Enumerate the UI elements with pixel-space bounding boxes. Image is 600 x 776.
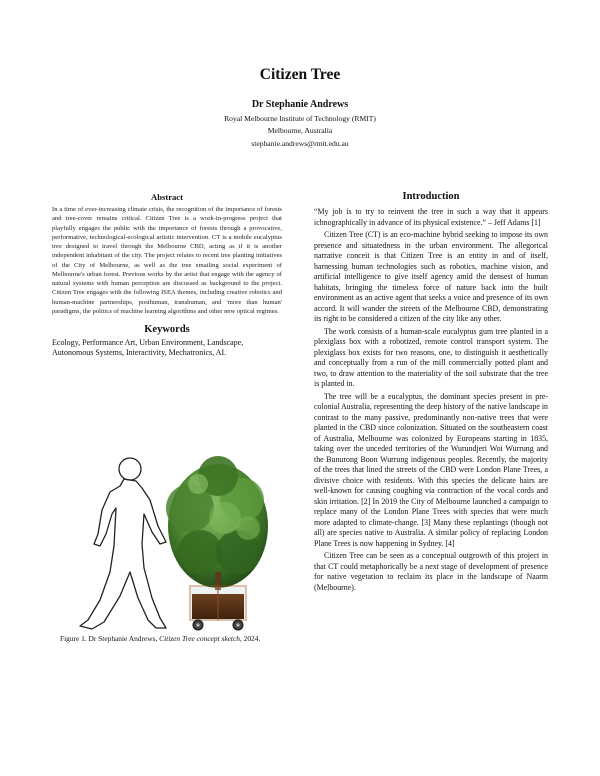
author-institution: Royal Melbourne Institute of Technology (RMIT) — [224, 114, 376, 123]
author-email[interactable]: stephanie.andrews@rmit.edu.au — [251, 139, 349, 148]
intro-paragraph: Citizen Tree can be seen as a conceptual outgrowth of this project in that CT could metaphorically be a next stage of development of presence for native vegetation to reclaim its place in the landscape of Naarm (Melbourne). — [314, 551, 548, 592]
abstract-text: In a time of ever-increasing climate crisis, the recognition of the importance of forests and tree-cover remains critical. Citizen Tree is a work-in-progress project that playfully engages the public with the importance of forests through a provocative, performative, technological-ecological artistic intervention. CT is a mobile eucalyptus tree designed to travel through the Melbourne CBD, acting as if it is another independent inhabitant of the city. The project relates to recent tree planting initiatives of the City of Melbourne, as well as the tree emailing social experiment of Melbourne's urban forest. Previous works by the artist that engage with the agency of natural systems with human perception are discussed as background to the project. Citizen Tree engages with the following ISEA themes, including creative robotics and human-machine partnerships, posthuman, transhuman, and 'more than human' paradigms, the politics of machine learning algorithms and other new optical regimes. — [52, 206, 282, 315]
plexiglass-box-illustration — [190, 586, 246, 630]
intro-paragraph: The work consists of a human-scale eucalyptus gum tree planted in a plexiglass box with a robotized, remote control transport system. The plexiglass box exists for two reasons, one, to distinguish it aesthetically and conceptually from a run of the mill commercially potted plant and two, to draw attention to the materiality of the soil substrate that the tree is planted in. — [314, 326, 548, 388]
author-name: Dr Stephanie Andrews — [251, 99, 349, 110]
concept-sketch-image — [60, 448, 282, 634]
intro-paragraph: The tree will be a eucalyptus, the dominant species present in pre-colonial Australia, representing the deep history of the native landscape in contrast to the many passive, predominantly non-native trees that were planted in the CBD since colonization. Situated on the southeastern coast of Australia, Melbourne was colonized by Europeans starting in 1835, taking over the unceded territories of the Wurundjeri Woi Wurrung and the Bunurong Boon Wurrung indigenous peoples. Recently, the majority of the trees that lined the streets of the CBD were London Plane Trees, a divisive choice with residents. With this species the delicate hairs are well-known for causing coughing via contraction of the vocal cords and skin irritation. [2] In 2019 the City of Melbourne launched a campaign to replace many of the London Plane Trees with species that were much more adapted to climate-change. [3] Many these replantings (though not all) are species native to Australia. A similar policy of replacing London Plane Trees is now happening in Sydney. [4] — [314, 391, 548, 548]
right-column — [314, 191, 548, 595]
keywords-heading: Keywords — [144, 324, 190, 335]
keywords-text: Ecology, Performance Art, Urban Environment, Landscape, Autonomous Systems, Interactivity, Mechatronics, AI. — [52, 338, 244, 357]
intro-quote: “My job is to try to reinvent the tree in such a way that it appears ichnographically in advance of its physical existence.” – Jeff Adams [1] — [314, 207, 548, 227]
figure-1-caption — [60, 634, 272, 644]
caption-prefix: Figure 1. Dr Stephanie Andrews, — [60, 634, 160, 643]
abstract-heading: Abstract — [151, 192, 183, 202]
author-location: Melbourne, Australia — [267, 126, 333, 135]
figure-1 — [60, 448, 282, 634]
intro-paragraph: Citizen Tree (CT) is an eco-machine hybrid seeking to impose its own presence and situatedness in the urban environment. The allegorical narrative conceit is that Citizen Tree is an entity in and of itself, harnessing human technologies such as robotics, machine vision, and artificial intelligence to give itself agency amid the densest of human habitats, bringing the timeless force of nature back into the built environment as an active agent that seeks a voice and presence of its own accord. It will wander the streets of the Melbourne CBD, demonstrating its right to be considered a citizen of the city like any other. — [314, 230, 548, 323]
eucalyptus-tree-illustration — [166, 456, 268, 590]
paper-title: Citizen Tree — [259, 66, 341, 83]
walking-person-sketch — [80, 458, 166, 629]
caption-title: Citizen Tree concept sketch — [159, 634, 240, 643]
left-column — [52, 192, 282, 358]
caption-suffix: , 2024. — [239, 634, 261, 643]
introduction-heading: Introduction — [402, 191, 460, 202]
